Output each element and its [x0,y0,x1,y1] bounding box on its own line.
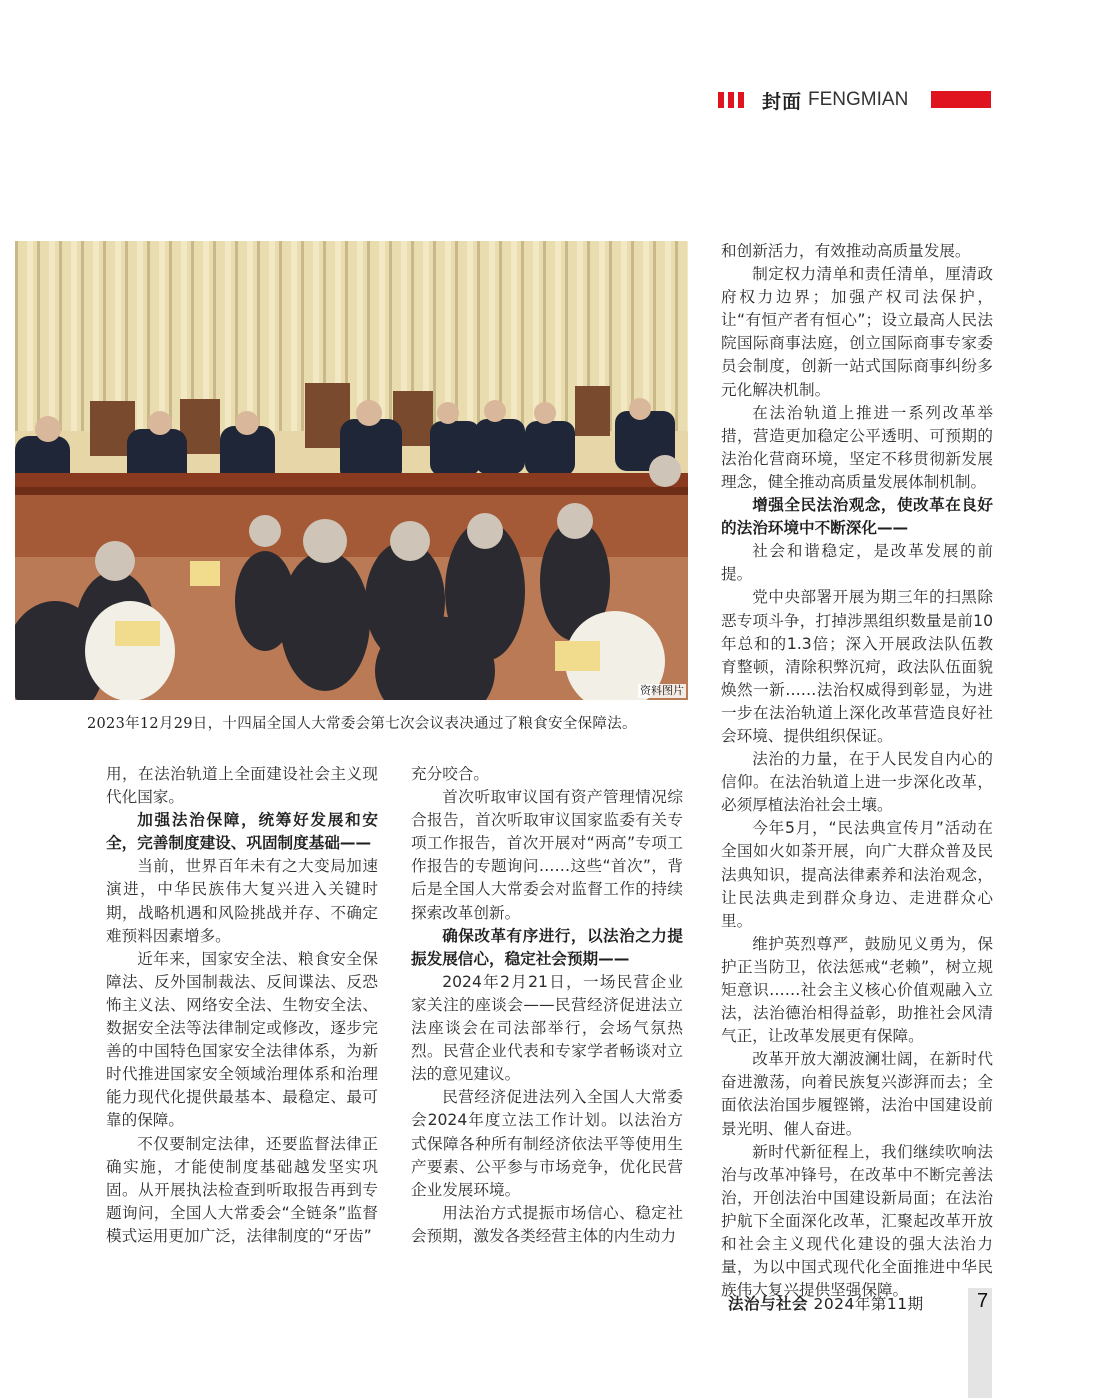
header-bars-decoration [718,92,744,108]
paragraph: 党中央部署开展为期三年的扫黑除恶专项斗争，打掉涉黑组织数量是前10年总和的1.3倍；深入开展政法队伍教育整顿，清除积弊沉疴，政法队伍面貌焕然一新……法治权威得到彰显，为进一步在法治轨道上深化改革营造良好社会环境、提供组织保证。 [721,588,993,745]
subheading: 加强法治保障，统筹好发展和安全，完善制度建设、巩固制度基础—— [106,811,378,853]
paragraph: 近年来，国家安全法、粮食安全保障法、反外国制裁法、反间谍法、反恐怖主义法、网络安全法、生物安全法、数据安全法等法律制定或修改，逐步完善的中国特色国家安全法律体系，为新时代推进国家安全领域治理体系和治理能力现代化提供最基本、最稳定、最可靠的保障。 [106,949,378,1130]
issue-label: 2024年第11期 [813,1295,924,1313]
paragraph: 首次听取审议国有资产管理情况综合报告，首次听取审议国家监委有关专项工作报告，首次开展对“两高”专项工作报告的专题询问……这些“首次”，背后是全国人大常委会对监督工作的持续探索改革创新。 [411,788,683,922]
paragraph: 改革开放大潮波澜壮阔，在新时代奋进激荡，向着民族复兴澎湃而去；全面依法治国步履铿锵，法治中国建设前景光明、催人奋进。 [721,1050,993,1138]
paragraph: 2024年2月21日，一场民营企业家关注的座谈会——民营经济促进法立法座谈会在司法部举行，会场气氛热烈。民营企业代表和专家学者畅谈对立法的意见建议。 [411,972,683,1084]
meeting-photo [15,241,688,700]
subheading: 增强全民法治观念，使改革在良好的法治环境中不断深化—— [721,496,993,538]
paragraph: 充分咬合。 [411,765,489,783]
paragraph: 法治的力量，在于人民发自内心的信仰。在法治轨道上进一步深化改革，必须厚植法治社会土壤。 [721,750,993,815]
page-number: 7 [977,1290,989,1312]
subheading: 确保改革有序进行，以法治之力提振发展信心，稳定社会预期—— [411,926,683,968]
paragraph: 用法治方式提振市场信心、稳定社会预期，激发各类经营主体的内生动力 [411,1203,683,1245]
photo-credit: 资料图片 [640,684,684,697]
section-title-cn: 封面 [762,90,803,113]
section-header [718,88,908,112]
article-column-2 [411,763,683,1248]
paragraph: 新时代新征程上，我们继续吹响法治与改革冲锋号，在改革中不断完善法治，开创法治中国建设新局面；在法治护航下全面深化改革，汇聚起改革开放和社会主义现代化建设的强大法治力量，为以中国式现代化全面推进中华民族伟大复兴提供坚强保障。 [721,1142,993,1300]
photo-caption: 2023年12月29日，十四届全国人大常委会第七次会议表决通过了粮食安全保障法。 [87,716,637,732]
paragraph: 维护英烈尊严，鼓励见义勇为，保护正当防卫，依法惩戒“老赖”，树立规矩意识……社会主义核心价值观融入立法，法治德治相得益彰，助推社会风清气正，让改革发展更有保障。 [721,934,993,1046]
paragraph: 不仅要制定法律，还要监督法律正确实施，才能使制度基础越发坚实巩固。从开展执法检查到听取报告再到专题询问，全国人大常委会“全链条”监督模式运用更加广泛，法律制度的“牙齿” [106,1134,378,1245]
paragraph: 民营经济促进法列入全国人大常委会2024年度立法工作计划。以法治方式保障各种所有制经济依法平等使用生产要素、公平参与市场竞争，优化民营企业发展环境。 [411,1088,683,1199]
article-column-1 [106,763,378,1248]
magazine-name: 法治与社会 [728,1295,809,1313]
paragraph: 社会和谐稳定，是改革发展的前提。 [721,542,993,584]
paragraph: 当前，世界百年未有之大变局加速演进，中华民族伟大复兴进入关键时期，战略机遇和风险挑战并存、不确定难预料因素增多。 [106,857,378,945]
page-footer [728,1292,924,1314]
article-column-3 [721,240,993,1302]
header-red-block [931,91,991,108]
paragraph: 在法治轨道上推进一系列改革举措，营造更加稳定公平透明、可预期的法治化营商环境，坚定不移贯彻新发展理念，健全推动高质量发展体制机制。 [721,403,993,491]
paragraph: 今年5月，“民法典宣传月”活动在全国如火如荼开展，向广大群众普及民法典知识，提高法律素养和法治观念，让民法典走到群众身边、走进群众心里。 [721,819,993,930]
meeting-photo-illustration [15,241,688,700]
paragraph: 制定权力清单和责任清单，厘清政府权力边界；加强产权司法保护，让“有恒产者有恒心”；设立最高人民法院国际商事法庭，创立国际商事专家委员会制度，创新一站式国际商事纠纷多元化解决机制。 [721,265,993,399]
section-title-en: FENGMIAN [808,89,909,110]
paragraph: 用，在法治轨道上全面建设社会主义现代化国家。 [106,765,378,807]
paragraph: 和创新活力，有效推动高质量发展。 [721,242,971,260]
